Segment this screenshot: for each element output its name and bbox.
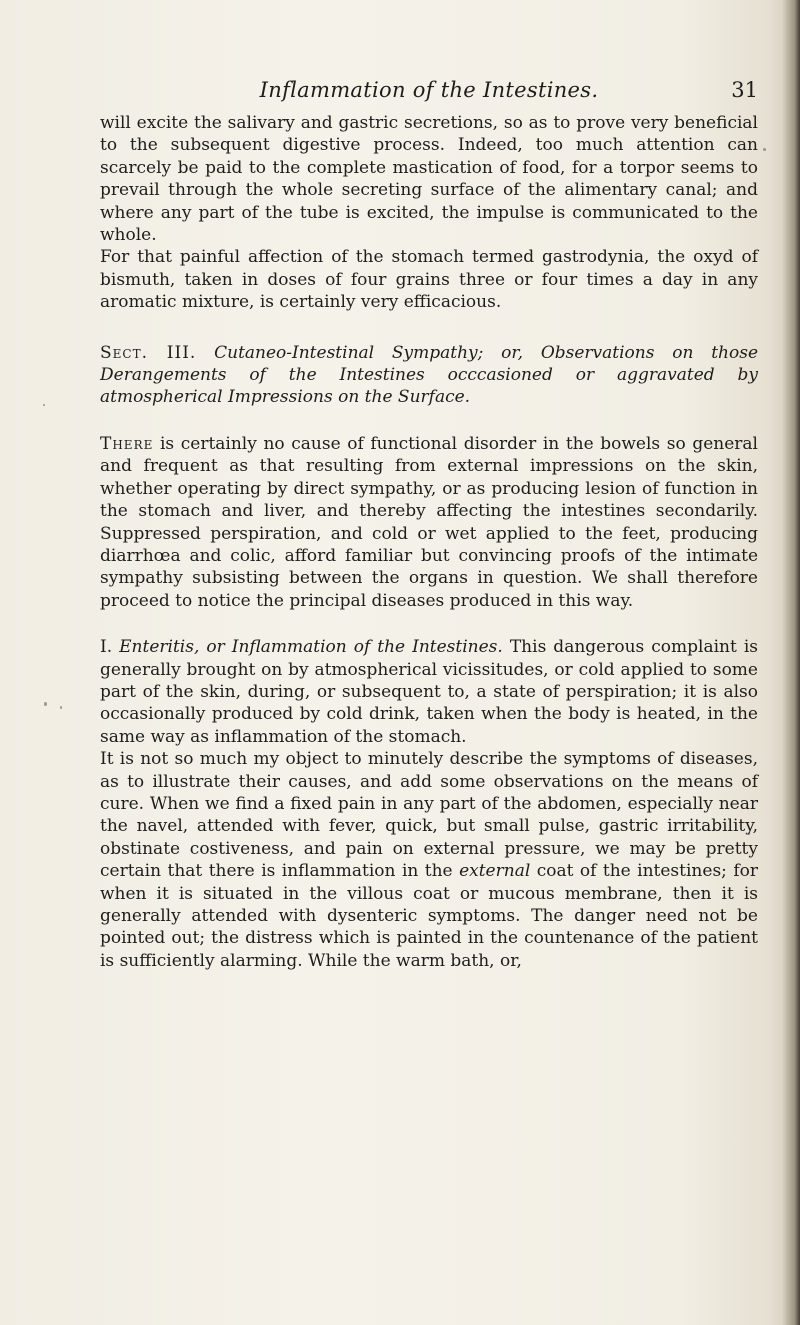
paper-speck — [43, 404, 45, 406]
paper-speck — [60, 706, 62, 709]
section-label: Sect. III. — [100, 342, 197, 363]
paragraph-1: will excite the salivary and gastric secretions, so as to prove very beneficial to the subsequent digestive process. Indeed, too much attention can scarcely be paid to the complete mastication of food, for a torpor seems to prevail through the whole secreting surface of the alimentary canal; and where any part of the tube is excited, the impulse is communicated to the whole. — [100, 113, 758, 246]
enteritis-heading: Enteritis, or Inflammation of the Intestines. — [119, 637, 503, 658]
paragraph-4-text: This dangerous complaint is generally brought on by atmospherical vicissitudes, or cold applied to some part of the skin, during, or subsequent to, a state of perspiration; it is also occasionally produced by cold drink, taken when the body is heated, in the same way as inflammation of the stomach. — [100, 637, 758, 747]
paragraph-3 — [100, 433, 758, 612]
paragraph-5 — [100, 748, 758, 972]
paragraph-4 — [100, 636, 758, 748]
page-number: 31 — [731, 78, 758, 102]
enteritis-numeral: I. — [100, 637, 120, 658]
page-edge-shadow — [782, 0, 800, 1325]
paragraph-5-end: coat of the intestines; for when it is situated in the villous coat or mucous membrane, then it is generally attended with dysenteric symptoms. The danger need not be pointed out; the distress which is painted in the countenance of the patient is sufficiently alarming. While the warm bath, or, — [100, 861, 758, 971]
running-head — [100, 60, 758, 112]
paragraph-5-italic: external — [459, 861, 531, 882]
paragraph-5-start: It is not so much my object to minutely describe the symptoms of diseases, as to illustrate their causes, and add some observations on the means of cure. When we find a fixed pain in any part of the abdomen, especially near the navel, attended with fever, quick, but small pulse, gastric irritability, obstinate costiveness, and pain on external pressure, we may be pretty certain that there is inflammation in the — [100, 749, 758, 882]
paragraph-3-text: is certainly no cause of functional disorder in the bowels so general and frequent as that resulting from external impressions on the skin, whether operating by direct sympathy, or as producing lesion of function in the stomach and liver, and thereby affecting the intestines secondarily. Suppressed perspiration, and cold or wet applied to the feet, producing diarrhœa and colic, afford familiar but convincing proofs of the intimate sympathy subsisting between the organs in question. We shall therefore proceed to notice the principal diseases produced in this way. — [100, 433, 758, 611]
section-title: Cutaneo-Intestinal Sympathy; or, Observations on those Derangements of the Intestines occcasioned or aggravated by atmospherical Impressions on the Surface. — [100, 342, 758, 408]
spacer — [100, 314, 758, 342]
spacer — [100, 612, 758, 636]
lead-word: There — [100, 433, 154, 454]
running-title: Inflammation of the Intestines. — [259, 78, 599, 102]
paragraph-2: For that painful affection of the stomach termed gastrodynia, the oxyd of bismuth, taken in doses of four grains three or four times a day in any aromatic mixture, is certainly very efficacious. — [100, 247, 758, 313]
spacer — [100, 409, 758, 433]
section-heading — [100, 342, 758, 409]
paper-speck — [44, 702, 47, 706]
page-text — [100, 60, 758, 972]
paper-speck — [763, 148, 766, 151]
